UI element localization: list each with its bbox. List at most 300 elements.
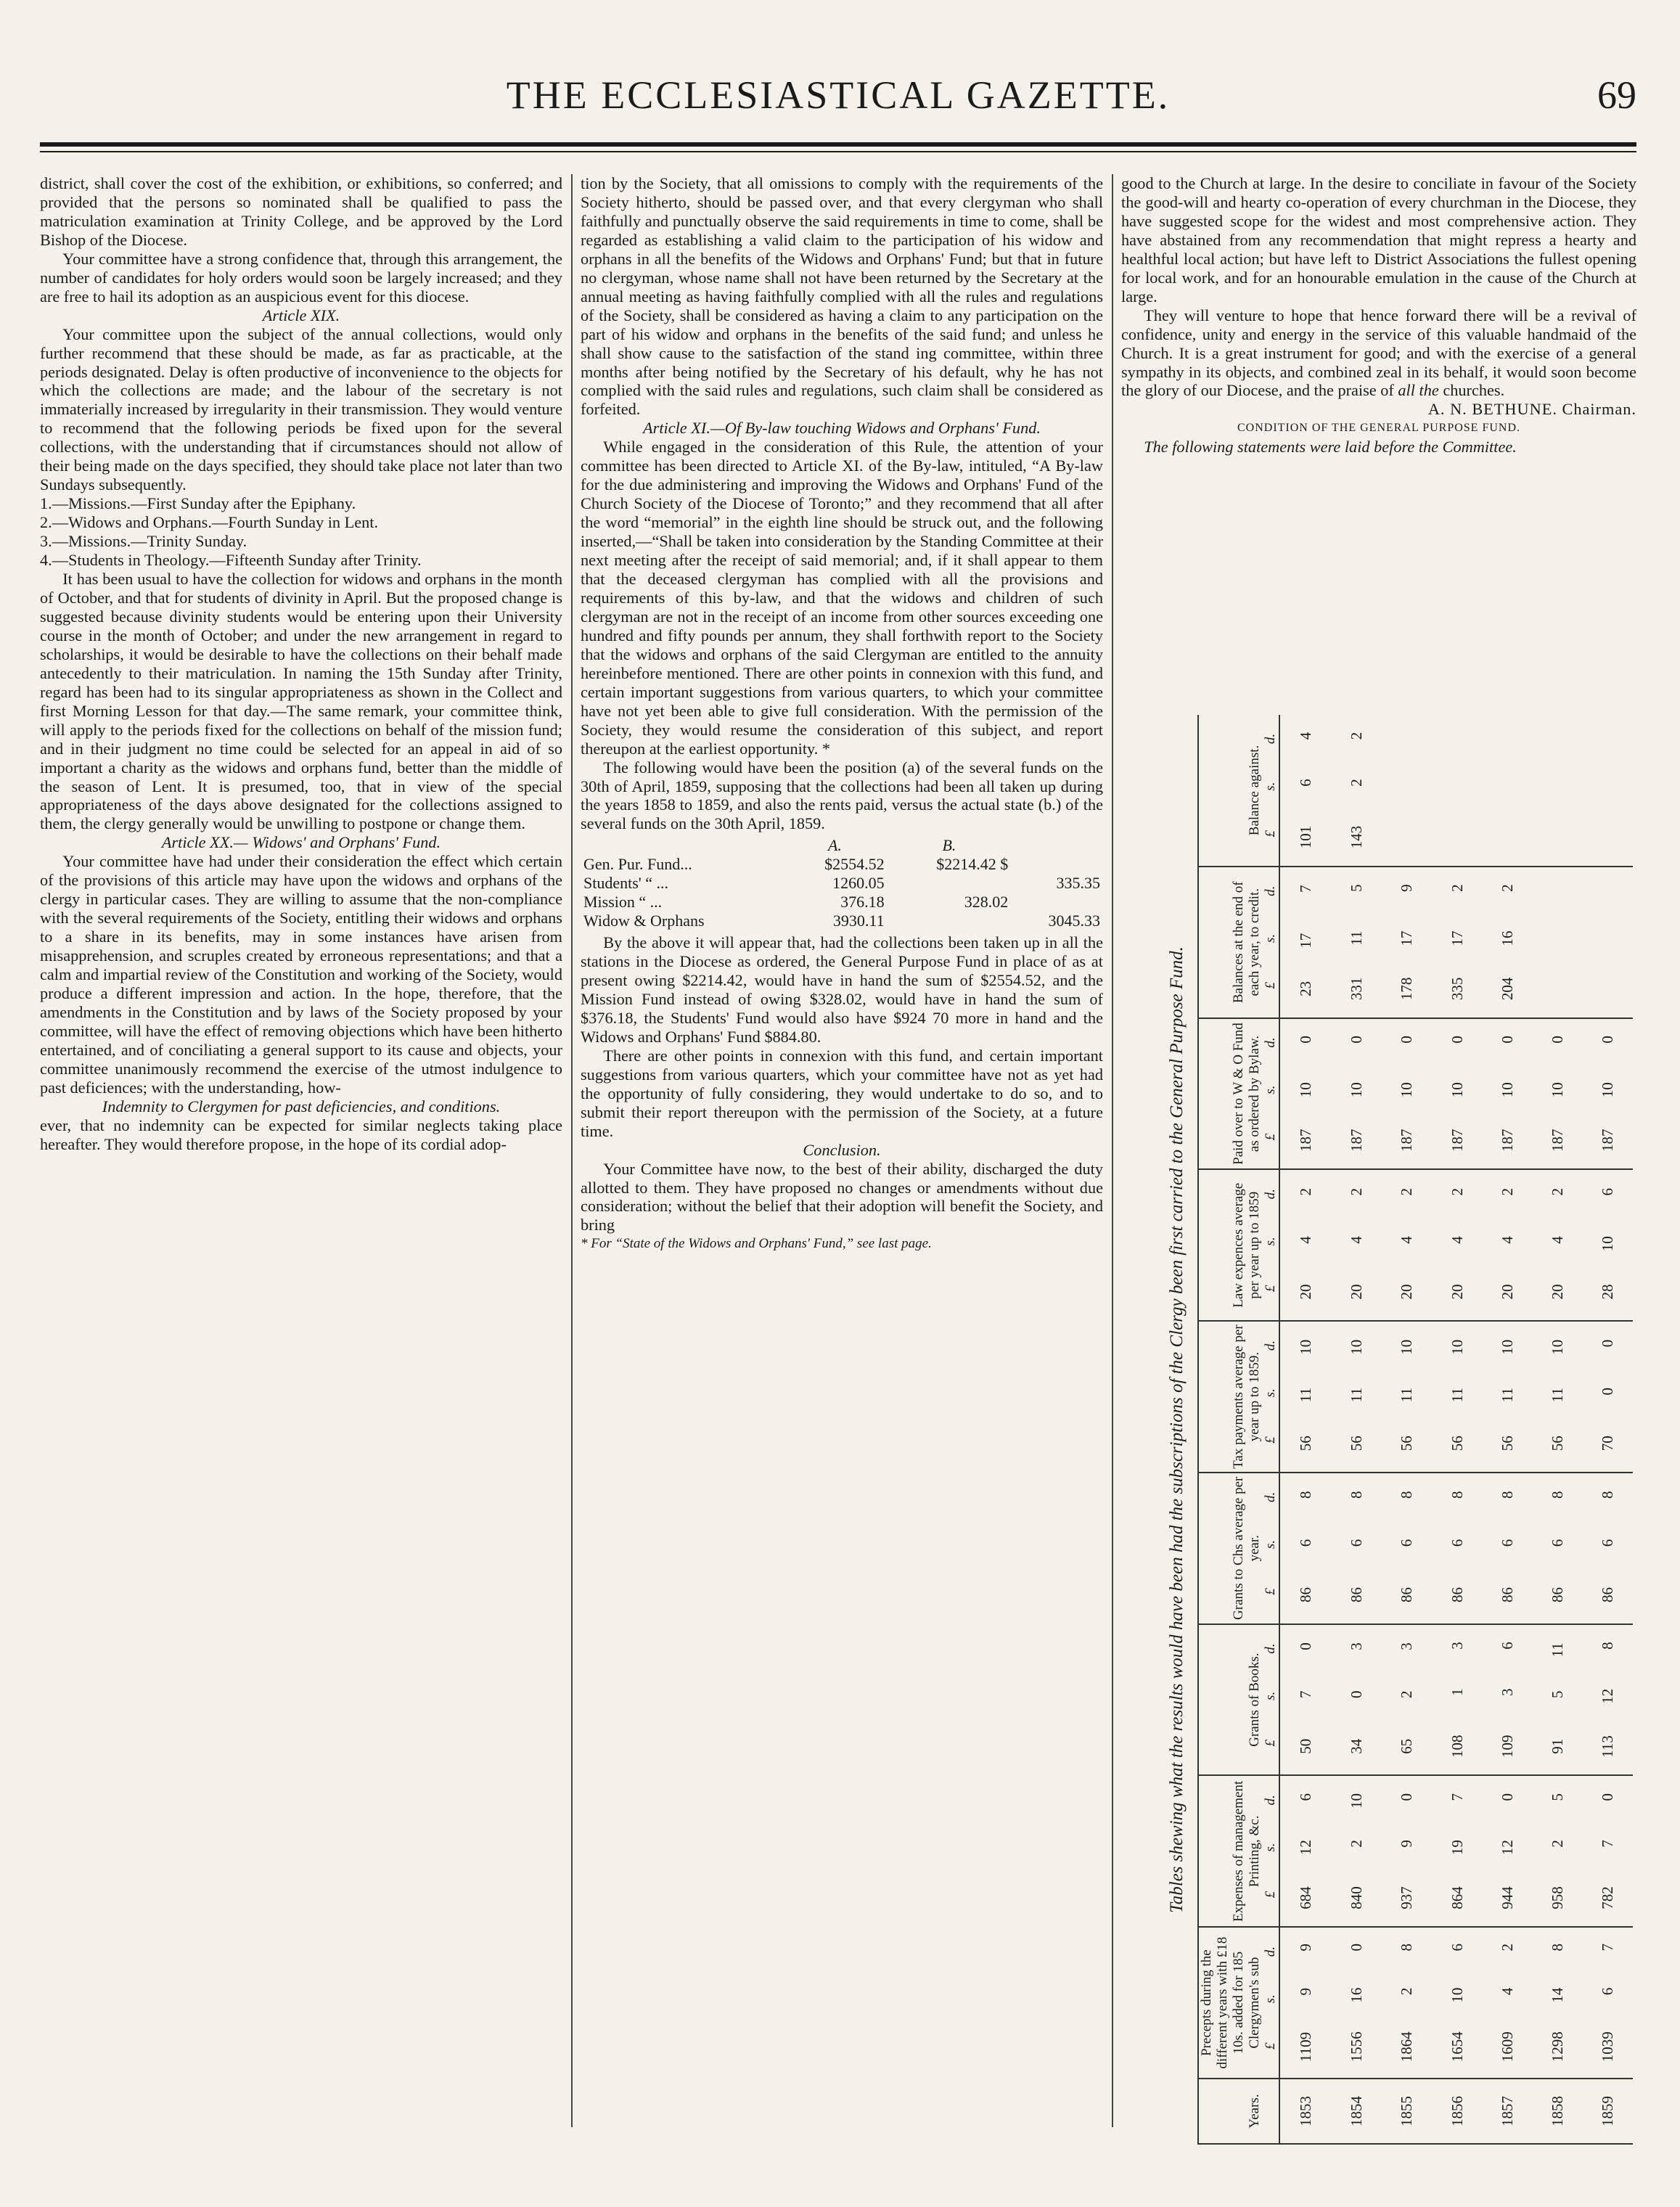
amount-part: 11 bbox=[1297, 1387, 1315, 1403]
fund-name: Mission “ ... bbox=[583, 893, 663, 912]
list-text: —Widows and Orphans.—Fourth Sunday in Lent. bbox=[52, 513, 379, 532]
unit-label: s. bbox=[1263, 1539, 1278, 1549]
amount-part: 20 bbox=[1398, 1284, 1416, 1300]
amount-part: 187 bbox=[1498, 1129, 1516, 1152]
column-header: Grants of Books. bbox=[1198, 1624, 1263, 1776]
section-heading: Article XI.—Of By-law touching Widows and Orphans' Fund. bbox=[643, 419, 1041, 438]
list-number: 3. bbox=[40, 532, 52, 551]
amount-cell bbox=[1532, 1169, 1582, 1321]
amount-part: 1609 bbox=[1498, 2031, 1516, 2063]
unit-label: £ bbox=[1263, 1285, 1278, 1293]
amount-part: 4 bbox=[1297, 1236, 1315, 1244]
amount-part: 2 bbox=[1549, 1187, 1567, 1196]
year-cell: 1858 bbox=[1532, 2079, 1582, 2144]
amount-part: 91 bbox=[1549, 1738, 1567, 1754]
paragraph: Your committee have had under their consideration the effect which certain of the provisions of this article may have upon the widows and orphans of the clergy in particular cases. They are willing to assume that the non-compliance with the several requirements of the Society, entitling their widows and orphans to a share in its benefits, may in some instances have arisen from misapprehension, and scruples created by erroneous representations; and that a calm and impartial review of the Constitution and working of the Society, would produce a different impression and action. In the hope, therefore, that the amendments in the Constitution and by laws of the Society proposed by your committee, will have the effect of removing objections which have been hitherto entertained, and of conciliating a general support to its cause and objects, your committee unanimously recommend the exercise of the utmost indulgence to past deficiences; with the understanding, how- bbox=[40, 852, 562, 1097]
amount-part: 187 bbox=[1448, 1129, 1466, 1152]
amount-part: 2 bbox=[1348, 779, 1366, 787]
paragraph: The following would have been the position (a) of the several funds on the 30th of April, 1859, supposing that the collections had been all taken up during the years 1858 to 1859, and also the rents paid, versus the actual state (b.) of the several funds on the 30th April, 1859. bbox=[581, 758, 1103, 833]
amount-part: 6 bbox=[1348, 1539, 1366, 1547]
unit-label: £ bbox=[1263, 1891, 1278, 1899]
fund-position-table bbox=[581, 836, 1103, 930]
column-header: Precepts during the different years with £18 10s. added for 185 Clergymen's sub bbox=[1198, 1927, 1263, 2079]
column-header: Grants to Chs average per year. bbox=[1198, 1473, 1263, 1624]
unit-label: d. bbox=[1263, 733, 1278, 745]
amount-part: 12 bbox=[1297, 1840, 1315, 1856]
column-2 bbox=[581, 174, 1103, 2138]
unit-label: s. bbox=[1263, 1843, 1278, 1852]
amount-part: 10 bbox=[1297, 1082, 1315, 1098]
amount-cell bbox=[1583, 1018, 1633, 1170]
paragraph: It has been usual to have the collection for widows and orphans in the month of October, and that for students of divinity in April. But the proposed change is suggested because divinity students would be entering upon their University course in the month of October; and under the new arrangement in regard to scholarships, it would be desirable to have the collections on their behalf made antecedently to their matriculation. In naming the 15th Sunday after Trinity, regard has been had to its singular appropriateness as shown in the Collect and first Morning Lesson for that day.—The same remark, your committee think, will apply to the periods fixed for the collections on behalf of the mission fund; and in their judgment no time could be selected for an appeal in aid of so important a charity as the widows and orphans fund, better than the middle of the season of Lent. It is presumed, too, that in view of the special appropriateness of the days above designated for the collections assigned to them, the clergy generally would be unwilling to postpone or change them. bbox=[40, 570, 562, 833]
amount-cell bbox=[1331, 1321, 1381, 1473]
fund-value-b: $2214.42 $ bbox=[936, 855, 1009, 874]
fund-value-b: 328.02 bbox=[964, 893, 1009, 912]
condition-table bbox=[1197, 715, 1633, 2145]
amount-part: 4 bbox=[1549, 1236, 1567, 1244]
amount-part: 11 bbox=[1398, 1387, 1416, 1403]
amount-cell bbox=[1382, 1775, 1432, 1927]
amount-part: 187 bbox=[1549, 1129, 1567, 1152]
amount-part: 1298 bbox=[1549, 2031, 1567, 2063]
list-text: —Missions.—First Sunday after the Epiphany. bbox=[52, 494, 356, 513]
amount-cell bbox=[1279, 1927, 1331, 2079]
amount-part: 14 bbox=[1549, 1987, 1567, 2003]
table-row bbox=[581, 874, 1103, 893]
amount-part: 8 bbox=[1297, 1491, 1315, 1499]
amount-cell bbox=[1279, 1775, 1331, 1927]
amount-cell bbox=[1432, 1018, 1482, 1170]
amount-part: 6 bbox=[1297, 1539, 1315, 1547]
amount-part: 187 bbox=[1599, 1129, 1617, 1152]
amount-part: 204 bbox=[1498, 977, 1516, 1001]
amount-cell bbox=[1279, 1018, 1331, 1170]
table-row bbox=[581, 855, 1103, 874]
units-cell bbox=[1263, 1018, 1279, 1170]
amount-part: 8 bbox=[1549, 1944, 1567, 1952]
fund-value-b bbox=[888, 874, 1012, 893]
amount-part: 101 bbox=[1297, 825, 1315, 849]
amount-part: 5 bbox=[1549, 1690, 1567, 1698]
amount-part: 4 bbox=[1348, 1236, 1366, 1244]
amount-part: 9 bbox=[1297, 1988, 1315, 1996]
table-row bbox=[1482, 715, 1532, 2144]
amount-part: 109 bbox=[1498, 1735, 1516, 1758]
amount-part: 86 bbox=[1599, 1586, 1617, 1602]
amount-cell bbox=[1382, 1321, 1432, 1473]
condition-table-frame bbox=[1197, 715, 1633, 2145]
amount-part: 3 bbox=[1448, 1642, 1466, 1650]
amount-cell bbox=[1331, 1169, 1381, 1321]
amount-part: 20 bbox=[1498, 1284, 1516, 1300]
amount-part: 108 bbox=[1448, 1735, 1466, 1758]
section-heading: Article XIX. bbox=[262, 306, 340, 324]
amount-part: 56 bbox=[1398, 1436, 1416, 1451]
unit-label: £ bbox=[1263, 1436, 1278, 1444]
amount-part: 2 bbox=[1398, 1987, 1416, 1996]
amount-cell bbox=[1279, 1624, 1331, 1776]
amount-part: 8 bbox=[1448, 1491, 1466, 1499]
amount-cell bbox=[1331, 867, 1381, 1018]
paragraph: ever, that no indemnity can be expected for similar neglects taking place hereafter. They would therefore propose, in the hope of its cordial adop- bbox=[40, 1115, 562, 1153]
amount-part: 10 bbox=[1599, 1236, 1617, 1252]
list-number: 2. bbox=[40, 513, 52, 532]
header-rule-thin bbox=[40, 151, 1636, 152]
amount-part: 1864 bbox=[1398, 2031, 1416, 2063]
unit-label: s. bbox=[1263, 1085, 1278, 1094]
amount-cell bbox=[1432, 1624, 1482, 1776]
amount-part: 840 bbox=[1348, 1886, 1366, 1909]
amount-part: 8 bbox=[1599, 1491, 1617, 1499]
units-cell bbox=[1263, 1927, 1279, 2079]
amount-cell bbox=[1583, 1624, 1633, 1776]
amount-part: 2 bbox=[1549, 1840, 1567, 1848]
amount-part: 2 bbox=[1348, 732, 1366, 740]
amount-part: 56 bbox=[1549, 1436, 1567, 1451]
unit-label: d. bbox=[1263, 1795, 1278, 1806]
amount-part: 6 bbox=[1398, 1539, 1416, 1547]
amount-part: 6 bbox=[1599, 1539, 1617, 1547]
list-number: 4. bbox=[40, 551, 52, 570]
amount-part: 9 bbox=[1297, 1944, 1315, 1952]
unit-label: £ bbox=[1263, 1739, 1278, 1747]
paragraph: Your committee have a strong confidence that, through this arrangement, the number of candidates for holy orders would soon be largely increased; and they are free to hail its adoption as an auspicious event for this diocese. bbox=[40, 249, 562, 306]
amount-part: 86 bbox=[1498, 1586, 1516, 1602]
amount-part: 2 bbox=[1348, 1840, 1366, 1848]
amount-cell bbox=[1583, 715, 1633, 867]
unit-label: s. bbox=[1263, 782, 1278, 791]
table-row bbox=[581, 893, 1103, 912]
amount-cell bbox=[1382, 1169, 1432, 1321]
amount-part: 1654 bbox=[1448, 2031, 1466, 2063]
amount-part: 0 bbox=[1348, 1036, 1366, 1044]
table-row bbox=[1432, 715, 1482, 2144]
paragraph: While engaged in the consideration of this Rule, the attention of your committee has been directed to Article XI. of the By-law, intituled, “A By-law for the due administering and improving the Widows and Orphans' Fund of the Church Society of the Diocese of Toronto;” and they recommend that all after the word “memorial” in the eighth line should be struck out, and the following inserted,—“Shall be taken into consideration by the Standing Committee at their next meeting after the receipt of said memorial; and, if it shall appear to them that the deceased clergyman has complied with all the provisions and requirements of this by-law, and that the widows and children of such clergyman are not in the receipt of an income from other sources exceeding one hundred and fifty pounds per annum, they shall forthwith report to the Society that the widows and orphans of the said Clergyman are entitled to the annuity hereinbefore mentioned. There are other points in connexion with this fund, and certain important suggestions from various quarters, to which your committee have not yet been able to give full consideration. With the permission of the Society, they would resume the consideration of this subject, and report thereupon at the earliest opportunity. * bbox=[581, 438, 1103, 758]
column-header-row bbox=[1198, 715, 1263, 2144]
amount-part: 12 bbox=[1498, 1840, 1516, 1856]
fund-value-a: 376.18 bbox=[840, 893, 885, 912]
fund-value-c bbox=[1011, 855, 1103, 874]
amount-part: 7 bbox=[1448, 1793, 1466, 1801]
gazette-title: THE ECCLESIASTICAL GAZETTE. bbox=[506, 73, 1171, 117]
amount-cell bbox=[1432, 1473, 1482, 1624]
amount-part: 2 bbox=[1348, 1187, 1366, 1196]
column-b-header: B. bbox=[942, 836, 956, 855]
amount-part: 6 bbox=[1297, 1793, 1315, 1801]
units-cell bbox=[1263, 867, 1279, 1018]
amount-part: 8 bbox=[1498, 1491, 1516, 1499]
table-row bbox=[1331, 715, 1381, 2144]
amount-part: 11 bbox=[1348, 1387, 1366, 1403]
amount-part: 4 bbox=[1297, 732, 1315, 740]
column-header: Paid over to W & O Fund as ordered by Bylaw. bbox=[1198, 1018, 1263, 1170]
paragraph: tion by the Society, that all omissions to comply with the requirements of the Society hitherto, should be passed over, and that every clergyman who shall faithfully and punctually observe the said requirements in time to come, shall be regarded as establishing a valid claim to the participation of his widow and orphans in all the benefits of the Widows and Orphans' Fund; but that in future no clergyman, whose name shall not have been returned by the Secretary at the annual meeting as having faithfully complied with all the rules and regulations of the Society, shall be considered as having a claim to any participation on the part of his widow and orphans in the benefits of the said fund; and unless he shall show cause to the satisfaction of the stand ing committee, within three months after being notified by the Secretary of his default, why he has not complied with the said rules and regulations, such claim shall be considered as forfeited. bbox=[581, 174, 1103, 419]
fund-value-a: 3930.11 bbox=[832, 912, 885, 930]
amount-part: 331 bbox=[1348, 977, 1366, 1001]
amount-part: 3 bbox=[1398, 1642, 1416, 1650]
amount-cell bbox=[1482, 1927, 1532, 2079]
amount-cell bbox=[1331, 715, 1381, 867]
amount-part: 20 bbox=[1448, 1284, 1466, 1300]
amount-part: 6 bbox=[1498, 1539, 1516, 1547]
amount-cell bbox=[1482, 867, 1532, 1018]
fund-value-a: $2554.52 bbox=[824, 855, 885, 874]
amount-cell bbox=[1331, 1775, 1381, 1927]
amount-part: 0 bbox=[1549, 1036, 1567, 1044]
amount-cell bbox=[1382, 867, 1432, 1018]
column-header: Law expences average per year up to 1859 bbox=[1198, 1169, 1263, 1321]
year-cell: 1857 bbox=[1482, 2079, 1532, 2144]
amount-cell bbox=[1331, 1927, 1381, 2079]
amount-cell bbox=[1482, 1018, 1532, 1170]
amount-cell bbox=[1331, 1473, 1381, 1624]
amount-part: 1556 bbox=[1348, 2031, 1366, 2063]
table-row bbox=[1532, 715, 1582, 2144]
amount-cell bbox=[1382, 1624, 1432, 1776]
amount-part: 4 bbox=[1448, 1236, 1466, 1244]
amount-part: 86 bbox=[1398, 1586, 1416, 1602]
units-cell bbox=[1263, 715, 1279, 867]
table-row bbox=[1583, 715, 1633, 2144]
units-row bbox=[1263, 715, 1279, 2144]
year-cell: 1853 bbox=[1279, 2079, 1331, 2144]
units-cell bbox=[1263, 1321, 1279, 1473]
amount-part: 335 bbox=[1448, 977, 1466, 1001]
amount-part: 28 bbox=[1599, 1284, 1617, 1300]
amount-part: 10 bbox=[1448, 1082, 1466, 1098]
amount-part: 9 bbox=[1398, 1840, 1416, 1848]
amount-part: 0 bbox=[1448, 1036, 1466, 1044]
unit-label: £ bbox=[1263, 830, 1278, 838]
unit-label: d. bbox=[1263, 1189, 1278, 1200]
amount-cell bbox=[1532, 1473, 1582, 1624]
amount-part: 0 bbox=[1398, 1793, 1416, 1801]
amount-cell bbox=[1482, 1473, 1532, 1624]
amount-part: 11 bbox=[1498, 1387, 1516, 1403]
amount-part: 7 bbox=[1599, 1944, 1617, 1952]
paragraph-text: They will venture to hope that hence forward there will be a revival of confidence, unity and energy in the service of this valuable handmaid of the Church. It is a great instrument for good; and with the exercise of a general sympathy in its objects, and combined zeal in its behalf, it would soon become the glory of our Diocese, and the praise of bbox=[1121, 306, 1636, 400]
section-heading: Conclusion. bbox=[803, 1140, 881, 1159]
amount-part: 8 bbox=[1348, 1491, 1366, 1499]
unit-label: d. bbox=[1263, 885, 1278, 896]
fund-name: Gen. Pur. Fund... bbox=[583, 855, 692, 874]
amount-part: 86 bbox=[1448, 1586, 1466, 1602]
amount-part: 11 bbox=[1549, 1642, 1567, 1658]
amount-part: 4 bbox=[1498, 1987, 1516, 1996]
unit-label: d. bbox=[1263, 1946, 1278, 1957]
amount-part: 10 bbox=[1448, 1987, 1466, 2003]
amount-part: 10 bbox=[1348, 1082, 1366, 1098]
amount-part: 6 bbox=[1599, 1987, 1617, 1996]
amount-part: 6 bbox=[1599, 1187, 1617, 1196]
amount-cell bbox=[1432, 1927, 1482, 2079]
amount-part: 178 bbox=[1398, 977, 1416, 1001]
condition-table-body bbox=[1279, 715, 1633, 2144]
amount-part: 10 bbox=[1348, 1339, 1366, 1355]
amount-cell bbox=[1432, 715, 1482, 867]
amount-part: 187 bbox=[1297, 1129, 1315, 1152]
amount-part: 20 bbox=[1297, 1284, 1315, 1300]
amount-part: 86 bbox=[1549, 1586, 1567, 1602]
amount-part: 23 bbox=[1297, 980, 1315, 996]
amount-part: 56 bbox=[1498, 1436, 1516, 1451]
column-header: Expenses of management Printing, &c. bbox=[1198, 1775, 1263, 1927]
paragraph: Your Committee have now, to the best of their ability, discharged the duty allotted to them. They have proposed no changes or amendments without due consideration; without the belief that their adoption will benefit the Society, and bring bbox=[581, 1159, 1103, 1234]
amount-part: 187 bbox=[1348, 1129, 1366, 1152]
amount-part: 12 bbox=[1599, 1688, 1617, 1704]
column-a-header: A. bbox=[827, 836, 842, 855]
paragraph: There are other points in connexion with this fund, and certain important suggestions from various quarters, which your committee have not as yet had the opportunity of fully considering, they would undertake to do so, and to submit their report thereupon with the permission of the Society, at a future time. bbox=[581, 1046, 1103, 1140]
amount-part: 0 bbox=[1599, 1387, 1617, 1396]
amount-part: 50 bbox=[1297, 1738, 1315, 1754]
amount-part: 0 bbox=[1599, 1793, 1617, 1801]
footnote: * For “State of the Widows and Orphans' Fund,” see last page. bbox=[581, 1236, 932, 1252]
amount-part: 684 bbox=[1297, 1886, 1315, 1909]
amount-part: 7 bbox=[1297, 1690, 1315, 1698]
amount-cell bbox=[1432, 867, 1482, 1018]
amount-cell bbox=[1583, 1169, 1633, 1321]
amount-part: 958 bbox=[1549, 1886, 1567, 1909]
amount-cell bbox=[1482, 1321, 1532, 1473]
signature: A. N. BETHUNE. Chairman. bbox=[1427, 400, 1636, 419]
table-row bbox=[581, 912, 1103, 930]
amount-part: 11 bbox=[1348, 930, 1366, 946]
amount-part: 8 bbox=[1549, 1491, 1567, 1499]
amount-part: 2 bbox=[1398, 1187, 1416, 1196]
unit-label: s. bbox=[1263, 1388, 1278, 1398]
amount-part: 11 bbox=[1448, 1387, 1466, 1403]
amount-part: 2 bbox=[1498, 1187, 1516, 1196]
amount-cell bbox=[1482, 1169, 1532, 1321]
amount-cell bbox=[1432, 1321, 1482, 1473]
statements-note: The following statements were laid before the Committee. bbox=[1144, 438, 1517, 456]
fund-name: Widow & Orphans bbox=[583, 912, 705, 930]
unit-label: s. bbox=[1263, 1237, 1278, 1246]
unit-label: £ bbox=[1263, 982, 1278, 989]
amount-part: 143 bbox=[1348, 825, 1366, 849]
amount-part: 0 bbox=[1297, 1036, 1315, 1044]
column-header: Balances at the end of each year, to credit. bbox=[1198, 867, 1263, 1018]
column-divider bbox=[571, 174, 573, 2127]
column-3 bbox=[1121, 174, 1636, 711]
amount-part: 0 bbox=[1297, 1642, 1315, 1650]
paragraph bbox=[1121, 306, 1636, 401]
unit-label: s. bbox=[1263, 1994, 1278, 2004]
page-number: 69 bbox=[1597, 73, 1636, 117]
amount-part: 8 bbox=[1398, 1491, 1416, 1499]
condition-table-rotated bbox=[1197, 715, 1633, 2145]
amount-cell bbox=[1532, 1927, 1582, 2079]
amount-part: 6 bbox=[1448, 1539, 1466, 1547]
column-divider bbox=[1112, 174, 1113, 2127]
unit-label: d. bbox=[1263, 1037, 1278, 1048]
column-1 bbox=[40, 174, 562, 2138]
fund-name: Students' “ ... bbox=[583, 874, 669, 893]
amount-cell bbox=[1432, 1775, 1482, 1927]
amount-part: 5 bbox=[1348, 884, 1366, 892]
list-item bbox=[40, 532, 562, 551]
units-cell bbox=[1263, 1775, 1279, 1927]
amount-part: 3 bbox=[1498, 1688, 1516, 1696]
amount-cell bbox=[1482, 1775, 1532, 1927]
list-item bbox=[40, 513, 562, 532]
amount-part: 8 bbox=[1599, 1642, 1617, 1650]
amount-cell bbox=[1382, 1473, 1432, 1624]
amount-cell bbox=[1279, 1321, 1331, 1473]
amount-cell bbox=[1331, 1018, 1381, 1170]
unit-label: £ bbox=[1263, 2042, 1278, 2050]
amount-part: 6 bbox=[1549, 1539, 1567, 1547]
column-header: Tax payments average per year up to 1859. bbox=[1198, 1321, 1263, 1473]
amount-part: 8 bbox=[1398, 1944, 1416, 1952]
amount-part: 10 bbox=[1549, 1082, 1567, 1098]
amount-part: 2 bbox=[1498, 884, 1516, 892]
amount-part: 864 bbox=[1448, 1886, 1466, 1909]
amount-part: 0 bbox=[1398, 1036, 1416, 1044]
amount-part: 17 bbox=[1448, 930, 1466, 946]
list-item bbox=[40, 494, 562, 513]
amount-part: 0 bbox=[1599, 1339, 1617, 1348]
amount-part: 1 bbox=[1448, 1688, 1466, 1696]
amount-part: 10 bbox=[1498, 1082, 1516, 1098]
amount-part: 7 bbox=[1599, 1840, 1617, 1848]
amount-part: 19 bbox=[1448, 1840, 1466, 1856]
amount-cell bbox=[1532, 1321, 1582, 1473]
amount-part: 4 bbox=[1498, 1236, 1516, 1244]
amount-cell bbox=[1432, 1169, 1482, 1321]
amount-part: 4 bbox=[1398, 1236, 1416, 1244]
year-cell: 1859 bbox=[1583, 2079, 1633, 2144]
amount-part: 6 bbox=[1448, 1944, 1466, 1952]
unit-label: s. bbox=[1263, 933, 1278, 943]
paragraph-text-end: churches. bbox=[1438, 381, 1505, 400]
unit-label: d. bbox=[1263, 1340, 1278, 1351]
paragraph: good to the Church at large. In the desire to conciliate in favour of the Society the good-will and hearty co-operation of every churchman in the Diocese, they have suggested scope for the widest and most comprehensive action. They have abstained from any recommendation that might repress a hearty and healthful local action; but have left to District Associations the fullest opening for local work, and for an honourable emulation in the cause of the Church at large. bbox=[1121, 174, 1636, 306]
amount-part: 70 bbox=[1599, 1436, 1617, 1451]
table-heading: CONDITION OF THE GENERAL PURPOSE FUND. bbox=[1237, 422, 1520, 435]
amount-part: 86 bbox=[1348, 1586, 1366, 1602]
list-item bbox=[40, 551, 562, 570]
amount-part: 782 bbox=[1599, 1886, 1617, 1909]
condition-table-block bbox=[1161, 715, 1636, 2145]
unit-label: s. bbox=[1263, 1691, 1278, 1700]
fund-value-c: 3045.33 bbox=[1048, 912, 1100, 930]
column-header: Years. bbox=[1198, 2079, 1263, 2144]
amount-part: 10 bbox=[1398, 1339, 1416, 1355]
fund-value-b bbox=[888, 912, 1012, 930]
amount-part: 11 bbox=[1549, 1387, 1567, 1403]
list-number: 1. bbox=[40, 494, 52, 513]
amount-part: 944 bbox=[1498, 1886, 1516, 1909]
amount-part: 113 bbox=[1599, 1735, 1617, 1758]
amount-part: 0 bbox=[1498, 1793, 1516, 1801]
unit-label: £ bbox=[1263, 1133, 1278, 1141]
amount-part: 10 bbox=[1398, 1082, 1416, 1098]
amount-part: 10 bbox=[1549, 1339, 1567, 1355]
amount-part: 6 bbox=[1297, 779, 1315, 787]
unit-label: d. bbox=[1263, 1491, 1278, 1502]
amount-part: 10 bbox=[1599, 1082, 1617, 1098]
amount-part: 65 bbox=[1398, 1738, 1416, 1754]
amount-part: 187 bbox=[1398, 1129, 1416, 1152]
amount-cell bbox=[1532, 867, 1582, 1018]
amount-part: 0 bbox=[1599, 1036, 1617, 1044]
amount-cell bbox=[1482, 1624, 1532, 1776]
amount-cell bbox=[1583, 1775, 1633, 1927]
amount-cell bbox=[1532, 1018, 1582, 1170]
table-row bbox=[1279, 715, 1331, 2144]
amount-part: 16 bbox=[1348, 1987, 1366, 2003]
